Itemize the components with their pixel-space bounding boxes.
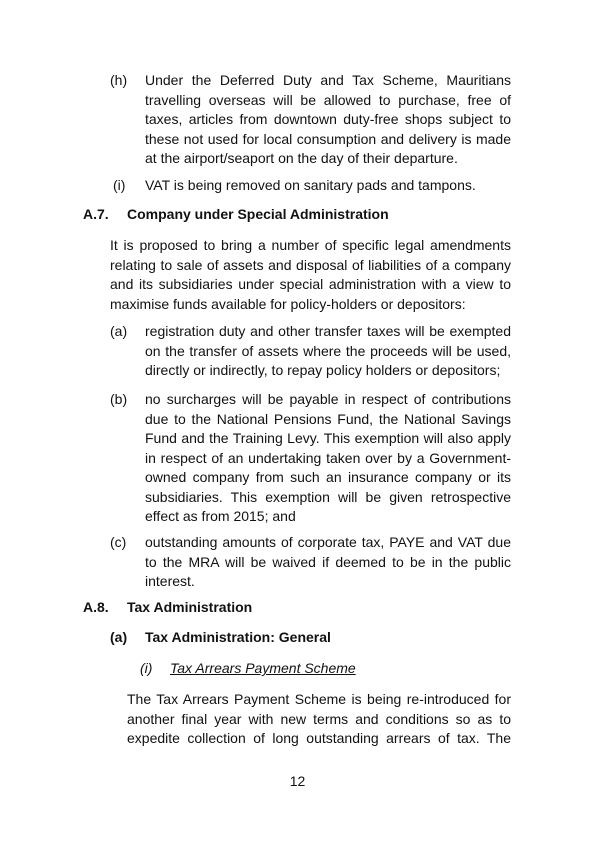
intro-line: maximise funds available for policy-holders or depositors:: [110, 295, 466, 312]
item-h-line: these not used for local consumption and delivery is made: [145, 130, 511, 147]
body-line: another final year with new terms and conditions so as to: [127, 710, 511, 727]
section-a7-intro: [110, 236, 511, 314]
item-c-line: interest.: [145, 573, 195, 589]
item-c-line: to the MRA will be waived if deemed to be in the public: [145, 553, 511, 570]
item-c-text: [145, 533, 511, 592]
item-h-line: at the airport/seaport on the day of their departure.: [145, 150, 458, 166]
item-b-line: effect as from 2015; and: [145, 508, 296, 524]
section-a7-title: Company under Special Administration: [127, 206, 389, 222]
subsection-i-title-text: Tax Arrears Payment Scheme: [170, 660, 356, 676]
intro-line: relating to sale of assets and disposal of liabilities of a company: [110, 256, 511, 273]
item-c-line: outstanding amounts of corporate tax, PAYE and VAT due: [145, 534, 511, 550]
item-i-line: VAT is being removed on sanitary pads and tampons.: [145, 177, 476, 193]
item-a-line: on the transfer of assets where the proceeds will be used,: [145, 342, 511, 359]
item-h-text: [145, 71, 511, 169]
item-i-label: (i): [113, 177, 126, 193]
item-b-line: in respect of an undertaking taken over by a Government-: [145, 449, 511, 466]
item-h-line: Under the Deferred Duty and Tax Scheme, Mauritians: [145, 72, 511, 88]
section-a8-title: Tax Administration: [127, 599, 253, 615]
item-a-line: directly or indirectly, to repay policy holders or depositors;: [145, 362, 501, 378]
item-b-line: subsidiaries. This exemption will be given retrospective: [145, 488, 511, 505]
item-h-line: taxes, articles from downtown duty-free shops subject to: [145, 111, 511, 127]
item-b-line: owned company from such an insurance company or its: [145, 469, 511, 485]
section-a7-number: A.7.: [83, 206, 109, 222]
page-number: 12: [289, 773, 306, 789]
item-b-label: (b): [110, 391, 128, 407]
section-a8-body: [127, 690, 511, 749]
body-line: The Tax Arrears Payment Scheme is being re-introduced for: [127, 691, 511, 707]
subsection-i-title: [170, 659, 356, 679]
section-a8-number: A.8.: [83, 599, 109, 615]
item-a-line: registration duty and other transfer taxes will be exempted: [145, 323, 511, 339]
item-b-line: no surcharges will be payable in respect of contributions: [145, 391, 511, 407]
item-a-label: (a): [110, 323, 128, 339]
item-c-label: (c): [110, 534, 127, 550]
item-h-label: (h): [110, 72, 128, 88]
subsection-a-label: (a): [110, 629, 128, 645]
item-b-line: Fund and the Training Levy. This exemption will also apply: [145, 430, 511, 446]
body-line: expedite collection of long outstanding arrears of tax. The: [127, 730, 511, 746]
item-i-text: [145, 176, 511, 196]
intro-line: It is proposed to bring a number of specific legal amendments: [110, 237, 511, 253]
item-b-line: due to the National Pensions Fund, the National Savings: [145, 410, 511, 427]
item-b-text: [145, 390, 511, 527]
item-a-text: [145, 322, 511, 381]
item-h-line: travelling overseas will be allowed to purchase, free of: [145, 91, 511, 108]
subsection-i-label: (i): [140, 660, 153, 676]
subsection-a-title: Tax Administration: General: [145, 629, 331, 645]
intro-line: and its subsidiaries under special administration with a view to: [110, 276, 511, 292]
